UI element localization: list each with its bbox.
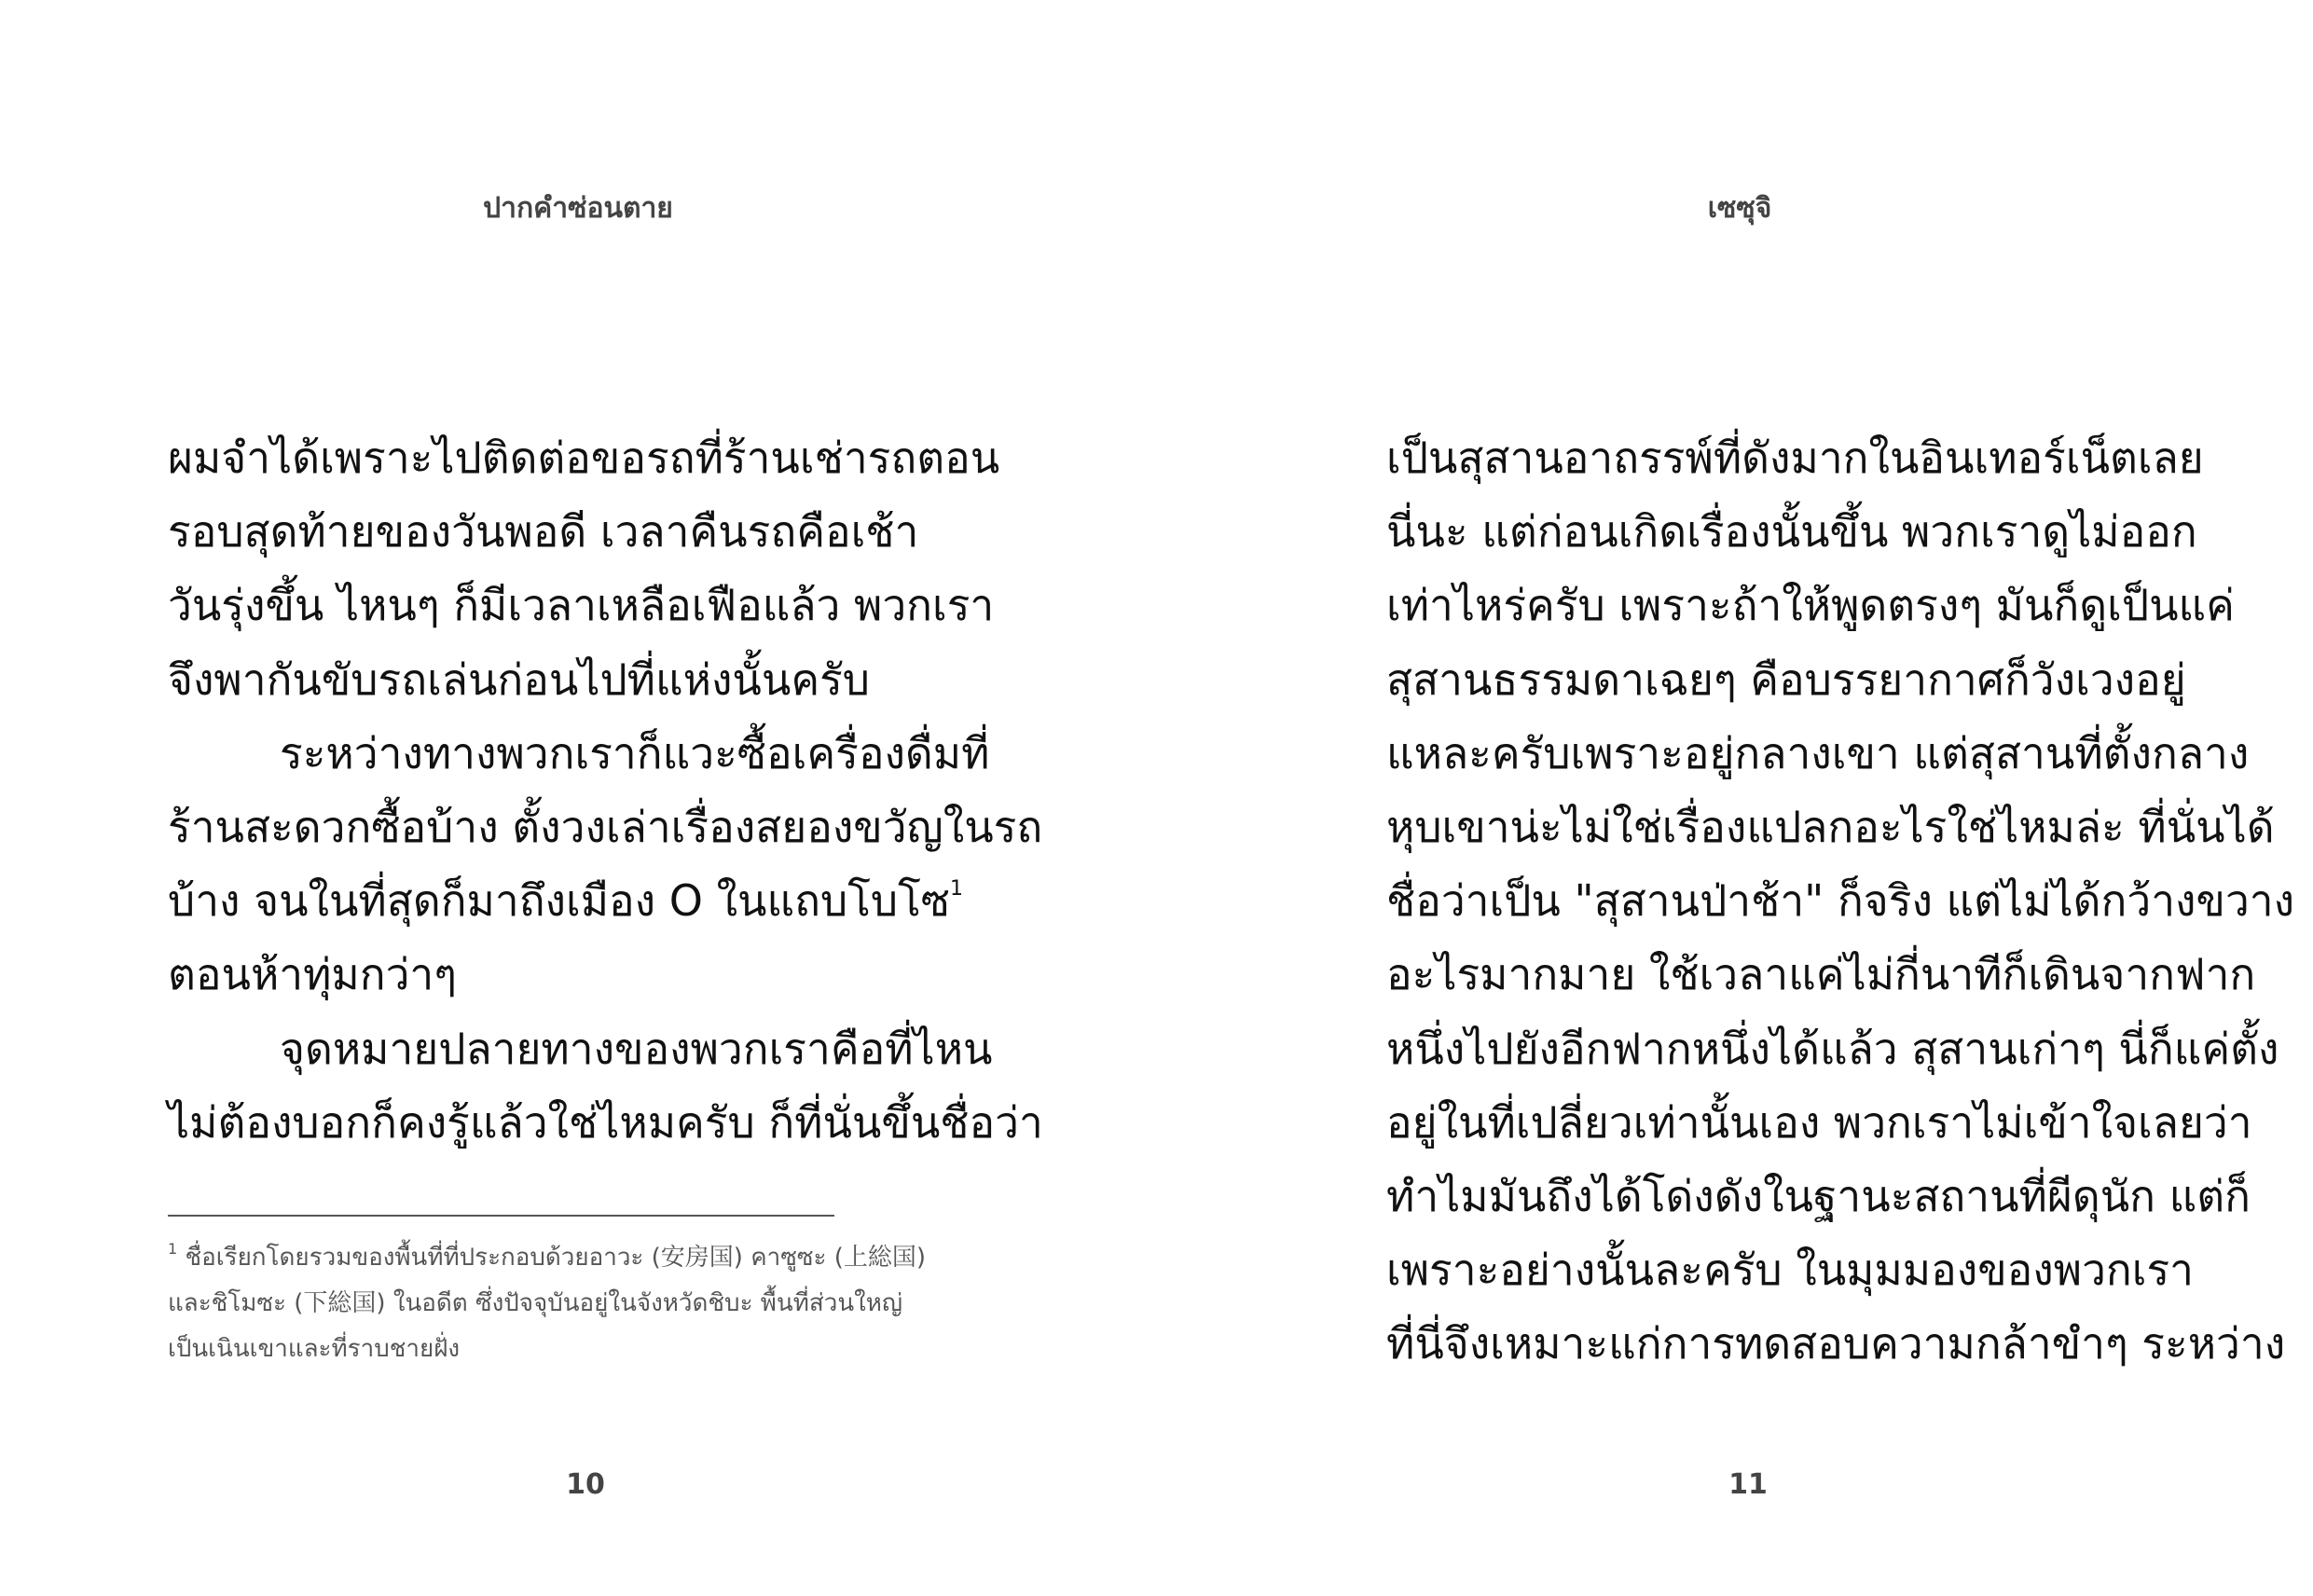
text-line: เป็นสุสานอาถรรพ์ที่ดังมากในอินเทอร์เน็ตเลย [1386, 433, 2204, 483]
footnote-line: และชิโมซะ (下総国) ในอดีต ซึ่งปัจจุบันอยู่ในจังหวัดชิบะ พื้นที่ส่วนใหญ่ [168, 1289, 903, 1317]
footnote-text: ชื่อเรียกโดยรวมของพื้นที่ที่ประกอบด้วยอาวะ (安房国) คาซูซะ (上総国) [185, 1244, 927, 1272]
text-line: อะไรมากมาย ใช้เวลาแค่ไม่กี่นาทีก็เดินจากฟาก [1386, 949, 2256, 1000]
text-line: ตอนห้าทุ่มกว่าๆ [168, 949, 457, 1000]
footnote-divider [168, 1215, 834, 1217]
footnote-line: เป็นเนินเขาและที่ราบชายฝั่ง [168, 1335, 461, 1363]
footnote-marker: 1 [168, 1240, 178, 1258]
text-line: นี่นะ แต่ก่อนเกิดเรื่องนั้นขึ้น พวกเราดูไม่ออก [1386, 506, 2197, 557]
running-header-author: เซซุจิ [1707, 192, 1772, 225]
text-line: ร้านสะดวกซื้อบ้าง ตั้งวงเล่าเรื่องสยองขวัญในรถ [168, 801, 1043, 852]
page-number: 10 [566, 1468, 605, 1501]
text-line: ชื่อว่าเป็น "สุสานป่าช้า" ก็จริง แต่ไม่ได้กว้างขวาง [1386, 875, 2295, 927]
text-line: ทำไมมันถึงได้โด่งดังในฐานะสถานที่ผีดุนัก แต่ก็ [1386, 1170, 2251, 1221]
text-line: สุสานธรรมดาเฉยๆ คือบรรยากาศก็วังเวงอยู่ [1386, 654, 2186, 705]
body-text [168, 421, 1043, 1160]
page-number: 11 [1728, 1468, 1768, 1501]
text-line: ที่นี่จึงเหมาะแก่การทดสอบความกล้าขำๆ ระหว่าง [1386, 1318, 2286, 1369]
text-line: เพราะอย่างนั้นละครับ ในมุมมองของพวกเรา [1386, 1245, 2195, 1296]
text-line: เท่าไหร่ครับ เพราะถ้าให้พูดตรงๆ มันก็ดูเป็นแค่ [1386, 580, 2235, 631]
running-header-book-title: ปากคำซ่อนตาย [483, 192, 673, 225]
text-line: ไม่ต้องบอกก็คงรู้แล้วใช่ไหมครับ ก็ที่นั่นขึ้นชื่อว่า [168, 1096, 1043, 1148]
body-text [1386, 421, 2295, 1381]
right-page [1156, 0, 2313, 1596]
footnote [168, 1235, 960, 1372]
text-line: ผมจำได้เพราะไปติดต่อขอรถที่ร้านเช่ารถตอน [168, 433, 1000, 483]
footnote-line [168, 1235, 960, 1281]
text-line: หนึ่งไปยังอีกฟากหนึ่งได้แล้ว สุสานเก่าๆ นี่ก็แค่ตั้ง [1386, 1023, 2279, 1074]
text-line-content: บ้าง จนในที่สุดก็มาถึงเมือง O ในแถบโบโซ [168, 875, 951, 927]
text-line: จึงพากันขับรถเล่นก่อนไปที่แห่งนั้นครับ [168, 654, 871, 705]
text-line-with-footnote [168, 864, 964, 938]
footnote-reference[interactable]: 1 [950, 877, 964, 901]
text-line: แหละครับเพราะอยู่กลางเขา แต่สุสานที่ตั้งกลาง [1386, 727, 2250, 778]
text-line: อยู่ในที่เปลี่ยวเท่านั้นเอง พวกเราไม่เข้าใจเลยว่า [1386, 1096, 2252, 1148]
text-line-paragraph-start: จุดหมายปลายทางของพวกเราคือที่ไหน [280, 1023, 993, 1074]
text-line: หุบเขาน่ะไม่ใช่เรื่องแปลกอะไรใช่ไหมล่ะ ที่นั่นได้ [1386, 801, 2275, 852]
left-page [0, 0, 1156, 1596]
text-line: วันรุ่งขึ้น ไหนๆ ก็มีเวลาเหลือเฟือแล้ว พวกเรา [168, 580, 995, 631]
text-line-paragraph-start: ระหว่างทางพวกเราก็แวะซื้อเครื่องดื่มที่ [280, 727, 990, 778]
text-line: รอบสุดท้ายของวันพอดี เวลาคืนรถคือเช้า [168, 506, 919, 557]
